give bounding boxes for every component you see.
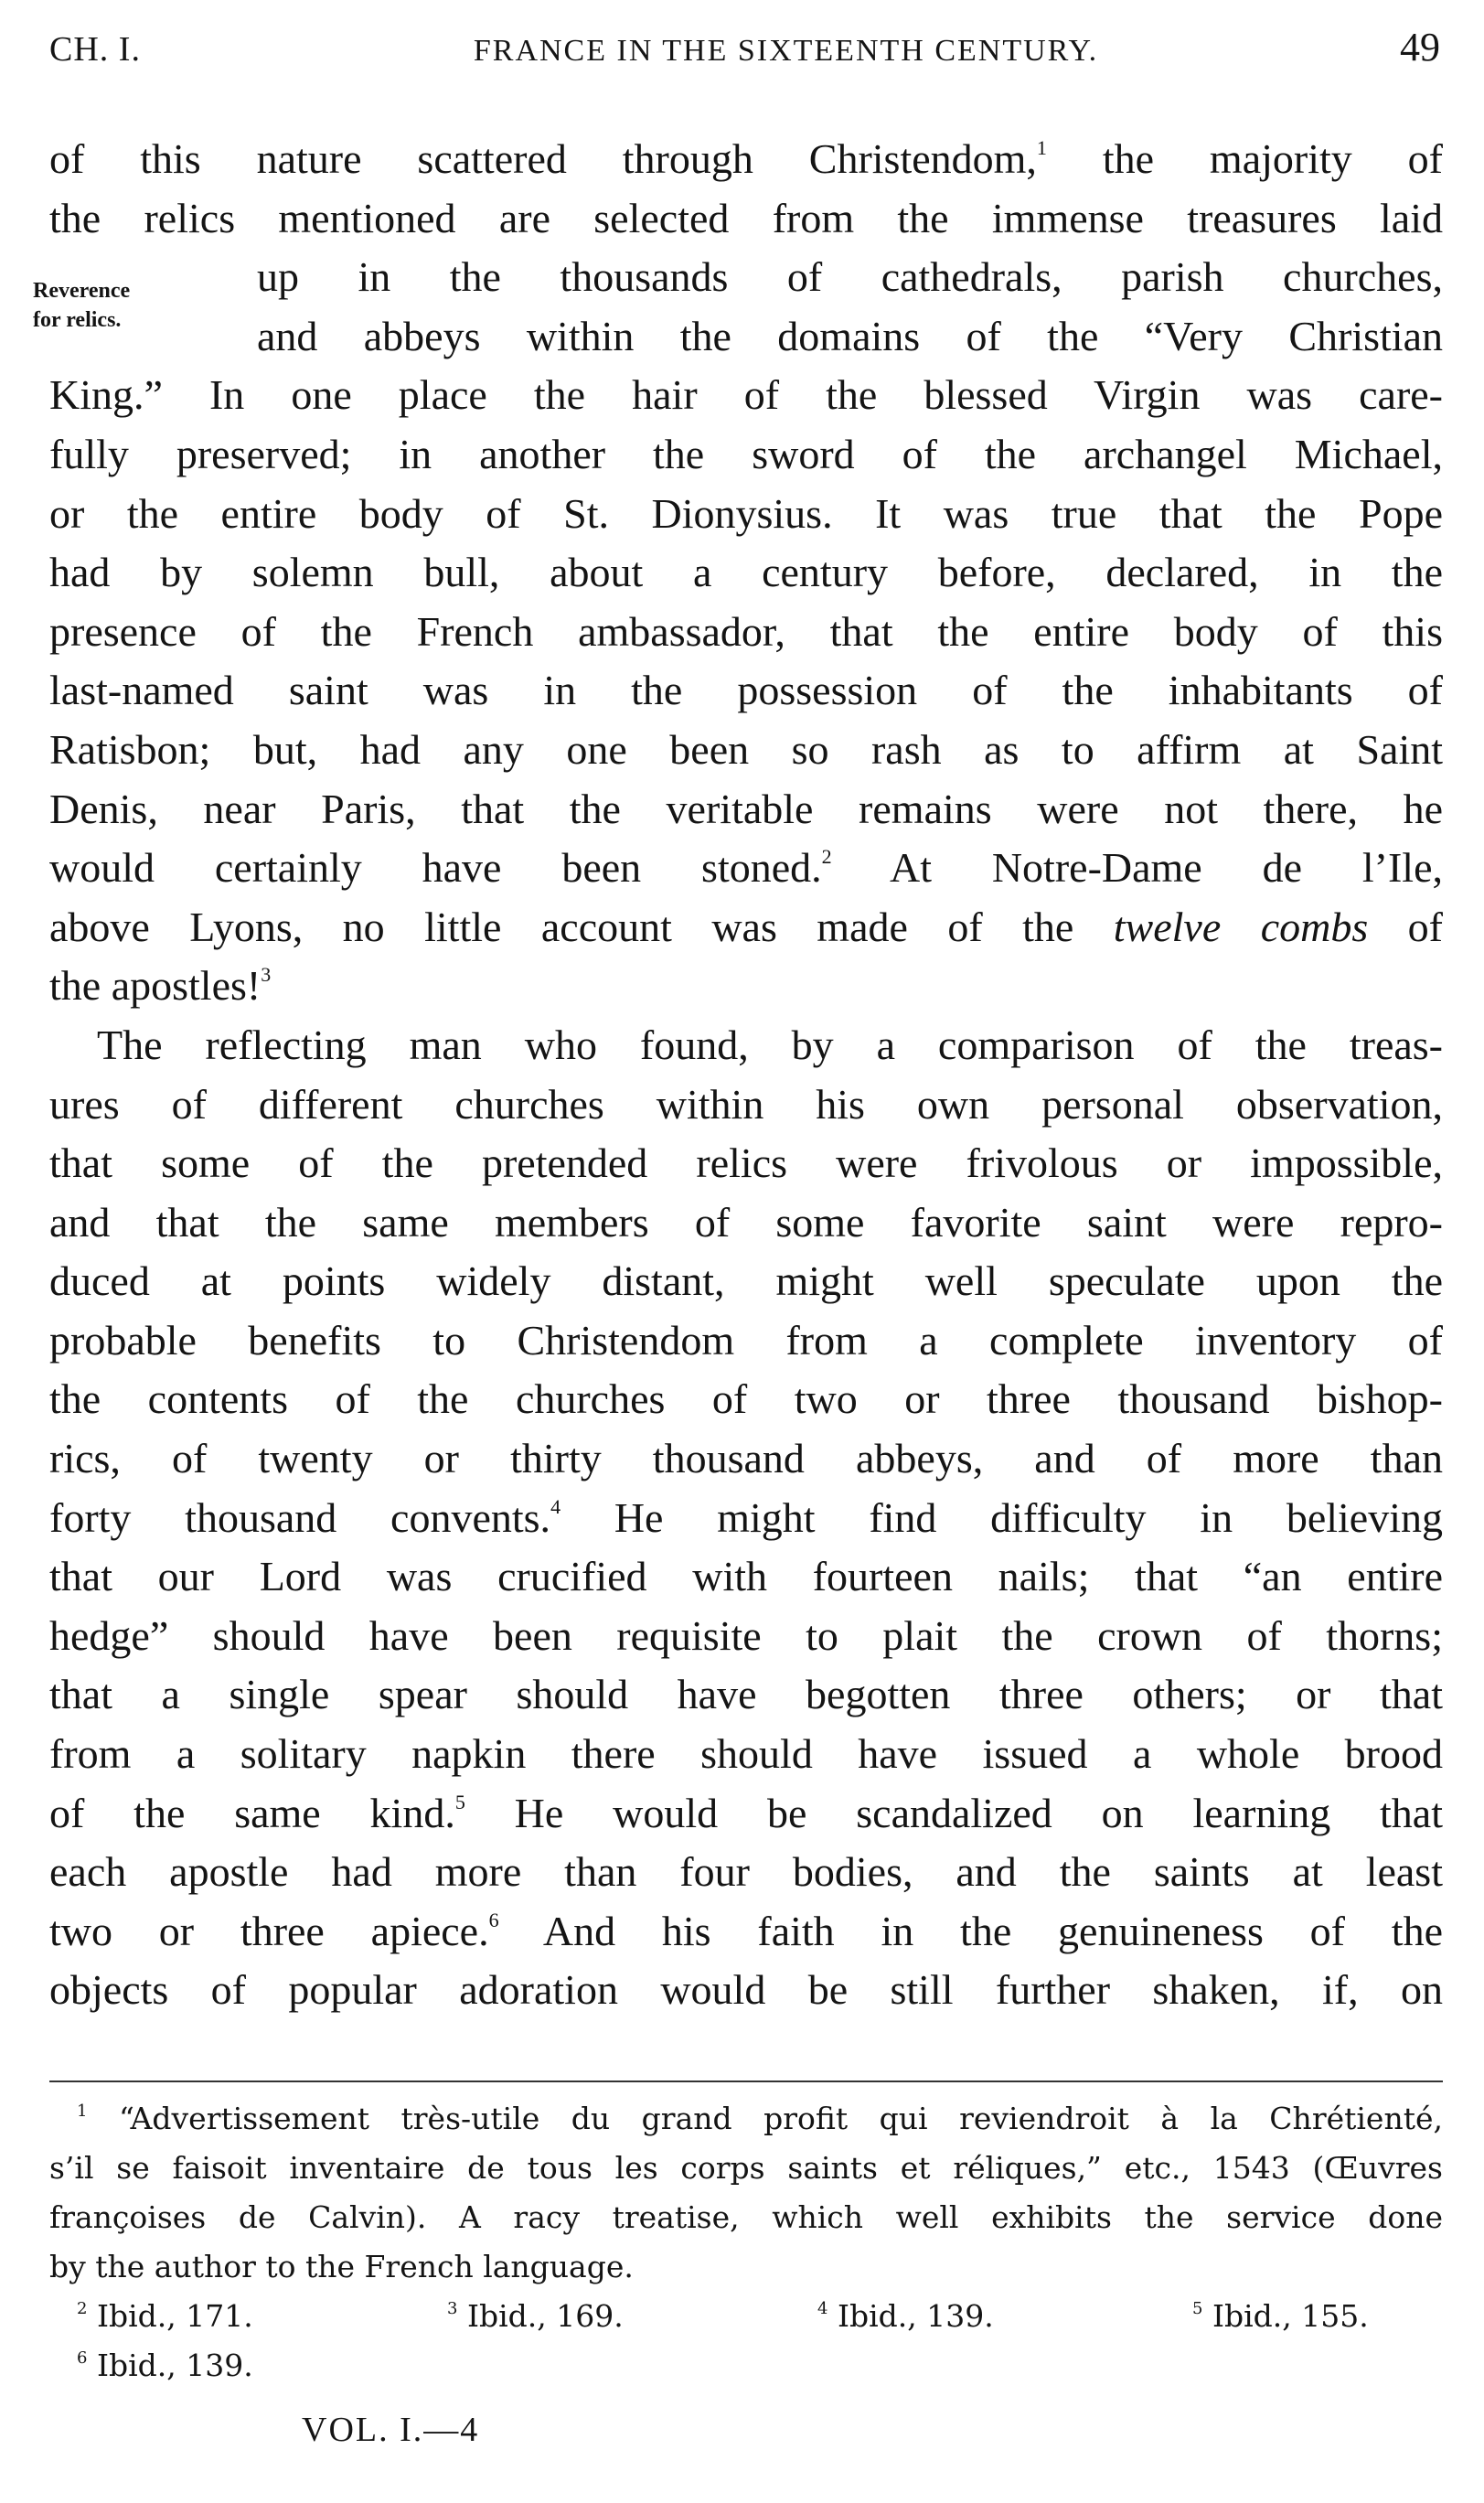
body-line: of this nature scattered through Christendom,$^1$ the majority of [49, 135, 1443, 182]
body-line: Denis, near Paris, that the veritable remains were not there, he [49, 785, 1443, 832]
footnote-2: $^2$ Ibid., 171. [77, 2298, 253, 2334]
body-line: and that the same members of some favorite saint were repro- [49, 1198, 1443, 1246]
body-line: fully preserved; in another the sword of the archangel Michael, [49, 430, 1443, 477]
body-line: last-named saint was in the possession of the inhabitants of [49, 667, 1443, 714]
body-line: from a solitary napkin there should have issued a whole brood [49, 1730, 1443, 1778]
body-line: hedge” should have been requisite to plait the crown of thorns; [49, 1611, 1443, 1659]
body-line: King.” In one place the hair of the blessed Virgin was care- [49, 371, 1443, 419]
margin-note-line: Reverence [33, 279, 131, 303]
footnote-line: françoises de Calvin). A racy treatise, which well exhibits the service done [49, 2199, 1443, 2235]
footnote-6: $^6$ Ibid., 139. [77, 2348, 253, 2383]
body-line: Ratisbon; but, had any one been so rash as to affirm at Saint [49, 725, 1443, 773]
body-line: and abbeys within the domains of the “Very Christian [257, 312, 1443, 359]
footnote-marker: 2 [821, 845, 832, 869]
body-line: duced at points widely distant, might well speculate upon the [49, 1257, 1443, 1305]
footnote-rule [49, 2080, 1443, 2082]
running-title: FRANCE IN THE SIXTEENTH CENTURY. [473, 34, 1099, 68]
footnote-line: $^1$ “Advertissement très-utile du grand profit qui reviendroit à la Chrétienté, [77, 2101, 1443, 2136]
footnote-5: $^5$ Ibid., 155. [1192, 2298, 1369, 2334]
body-line: up in the thousands of cathedrals, parish churches, [257, 253, 1443, 301]
body-line: the contents of the churches of two or three thousand bishop- [49, 1375, 1443, 1423]
footnote-3: $^3$ Ibid., 169. [447, 2298, 624, 2334]
body-line: rics, of twenty or thirty thousand abbeys, and of more than [49, 1435, 1443, 1482]
footnotes [49, 2094, 1443, 2391]
footnote-marker: 4 [550, 1494, 561, 1518]
body-line: of the same kind.$^5$ He would be scandalized on learning that [49, 1789, 1444, 1836]
footnote-marker: 5 [454, 1790, 465, 1813]
body-line: the relics mentioned are selected from the immense treasures laid [49, 194, 1443, 241]
footnote-marker: 6 [488, 1908, 499, 1931]
body-line: that our Lord was crucified with fourteen nails; that “an entire [49, 1553, 1443, 1600]
signature-mark: VOL. I.—4 [302, 2411, 480, 2449]
footnote-1 [49, 2094, 1443, 2292]
footnote-4: $^4$ Ibid., 139. [817, 2298, 994, 2334]
footnote-line: by the author to the French language. [49, 2249, 634, 2284]
body-line: probable benefits to Christendom from a complete inventory of [49, 1316, 1443, 1364]
margin-note-line: for relics. [33, 308, 122, 332]
chapter-label: CH. I. [49, 30, 141, 69]
footnote-refs-row [49, 2292, 1443, 2341]
body-line: that a single spear should have begotten three others; or that [49, 1671, 1443, 1718]
running-header [49, 24, 1440, 79]
body-line: forty thousand convents.$^4$ He might find difficulty in believing [49, 1493, 1444, 1541]
body-line: the apostles!$^3$ [49, 962, 272, 1010]
body-line: presence of the French ambassador, that the entire body of this [49, 607, 1443, 655]
body-text [49, 130, 1443, 2020]
body-line: The reflecting man who found, by a comparison of the treas- [97, 1021, 1443, 1068]
body-line: or the entire body of St. Dionysius. It was true that the Pope [49, 489, 1443, 537]
body-line: above Lyons, no little account was made of the twelve combs of [49, 903, 1443, 950]
body-line: two or three apiece.$^6$ And his faith in the genuineness of the [49, 1907, 1443, 1954]
footnote-marker: 3 [261, 963, 272, 987]
page-number: 49 [1400, 25, 1440, 70]
body-line: had by solemn bull, about a century before, declared, in the [49, 549, 1443, 596]
body-line: ures of different churches within his own personal observation, [49, 1080, 1443, 1128]
body-line: would certainly have been stoned.$^2$ At Notre-Dame de l’Ile, [49, 844, 1443, 892]
body-line: that some of the pretended relics were frivolous or impossible, [49, 1139, 1443, 1187]
body-line: each apostle had more than four bodies, and the saints at least [49, 1848, 1443, 1896]
footnote-marker: 1 [1036, 136, 1047, 159]
footnote-line: s’il se faisoit inventaire de tous les corps saints et réliques,” etc., 1543 (Œuvres [49, 2150, 1443, 2186]
body-line: objects of popular adoration would be still further shaken, if, on [49, 1966, 1443, 2014]
